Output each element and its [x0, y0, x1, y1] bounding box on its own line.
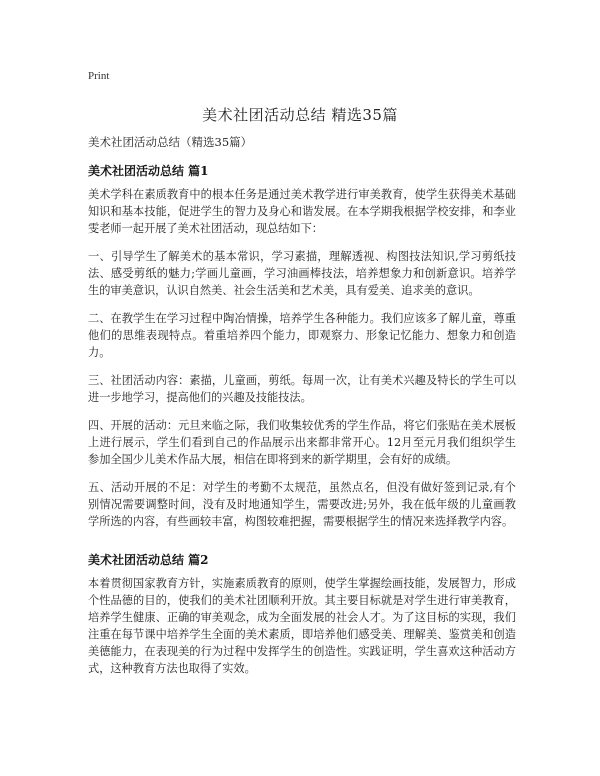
paragraph: 美术学科在素质教育中的根本任务是通过美术教学进行审美教育，使学生获得美术基础知识和基本技能，促进学生的智力及身心和谐发展。在本学期我根据学校安排，和李业雯老师一起开展了美术社团活动，现总结如下：	[88, 188, 516, 235]
paragraph: 四、开展的活动：元旦来临之际，我们收集较优秀的学生作品，将它们张贴在美术展板上进行展示，学生们看到自己的作品展示出来都非常开心。12月至元月我们组织学生参加全国少儿美术作品大展，相信在即将到来的新学期里，会有好的成绩。	[88, 419, 516, 466]
page-title: 美术社团活动总结 精选35篇	[202, 106, 398, 124]
document-subtitle: 美术社团活动总结（精选35篇）	[88, 135, 253, 149]
print-link[interactable]: Print	[88, 70, 110, 82]
section-heading: 美术社团活动总结 篇2	[88, 553, 209, 567]
section-heading: 美术社团活动总结 篇1	[88, 164, 209, 178]
paragraph: 一、引导学生了解美术的基本常识，学习素描，理解透视、构图技法知识,学习剪纸技法、感受剪纸的魅力;学画儿童画，学习油画棒技法，培养想象力和创新意识。培养学生的审美意识，认识自然美、社会生活美和艺术美，具有爱美、追求美的意识。	[88, 250, 516, 297]
paragraph: 二、在教学生在学习过程中陶冶情操，培养学生各种能力。我们应该多了解儿童，尊重他们的思维表现特点。着重培养四个能力，即观察力、形象记忆能力、想象力和创造力。	[88, 312, 516, 359]
section-divider	[88, 541, 516, 545]
section-2	[88, 551, 516, 677]
paragraph: 本着贯彻国家教育方针，实施素质教育的原则，使学生掌握绘画技能，发展智力，形成个性品德的目的，使我们的美术社团顺利开放。其主要目标就是对学生进行审美教育，培养学生健康、正确的审美观念，成为全面发展的社会人才。为了这目标的实现，我们注重在每节课中培养学生全面的美术素质，即培养他们感受美、理解美、鉴赏美和创造美德能力，在表现美的行为过程中发挥学生的创造性。实践证明，学生喜欢这种活动方式，这种教育方法也取得了实效。	[88, 577, 516, 675]
paragraph: 三、社团活动内容：素描，儿童画，剪纸。每周一次，让有美术兴趣及特长的学生可以进一步地学习，提高他们的兴趣及技能技法。	[88, 374, 516, 404]
paragraph: 五、活动开展的不足：对学生的考勤不太规范，虽然点名，但没有做好签到记录,有个别情况需要调整时间，没有及时地通知学生，需要改进;另外，我在低年级的儿童画教学所选的内容，有些画较丰富，构图较难把握，需要根据学生的情况来选择教学内容。	[88, 481, 516, 528]
document-content	[88, 156, 516, 688]
section-1	[88, 162, 516, 530]
